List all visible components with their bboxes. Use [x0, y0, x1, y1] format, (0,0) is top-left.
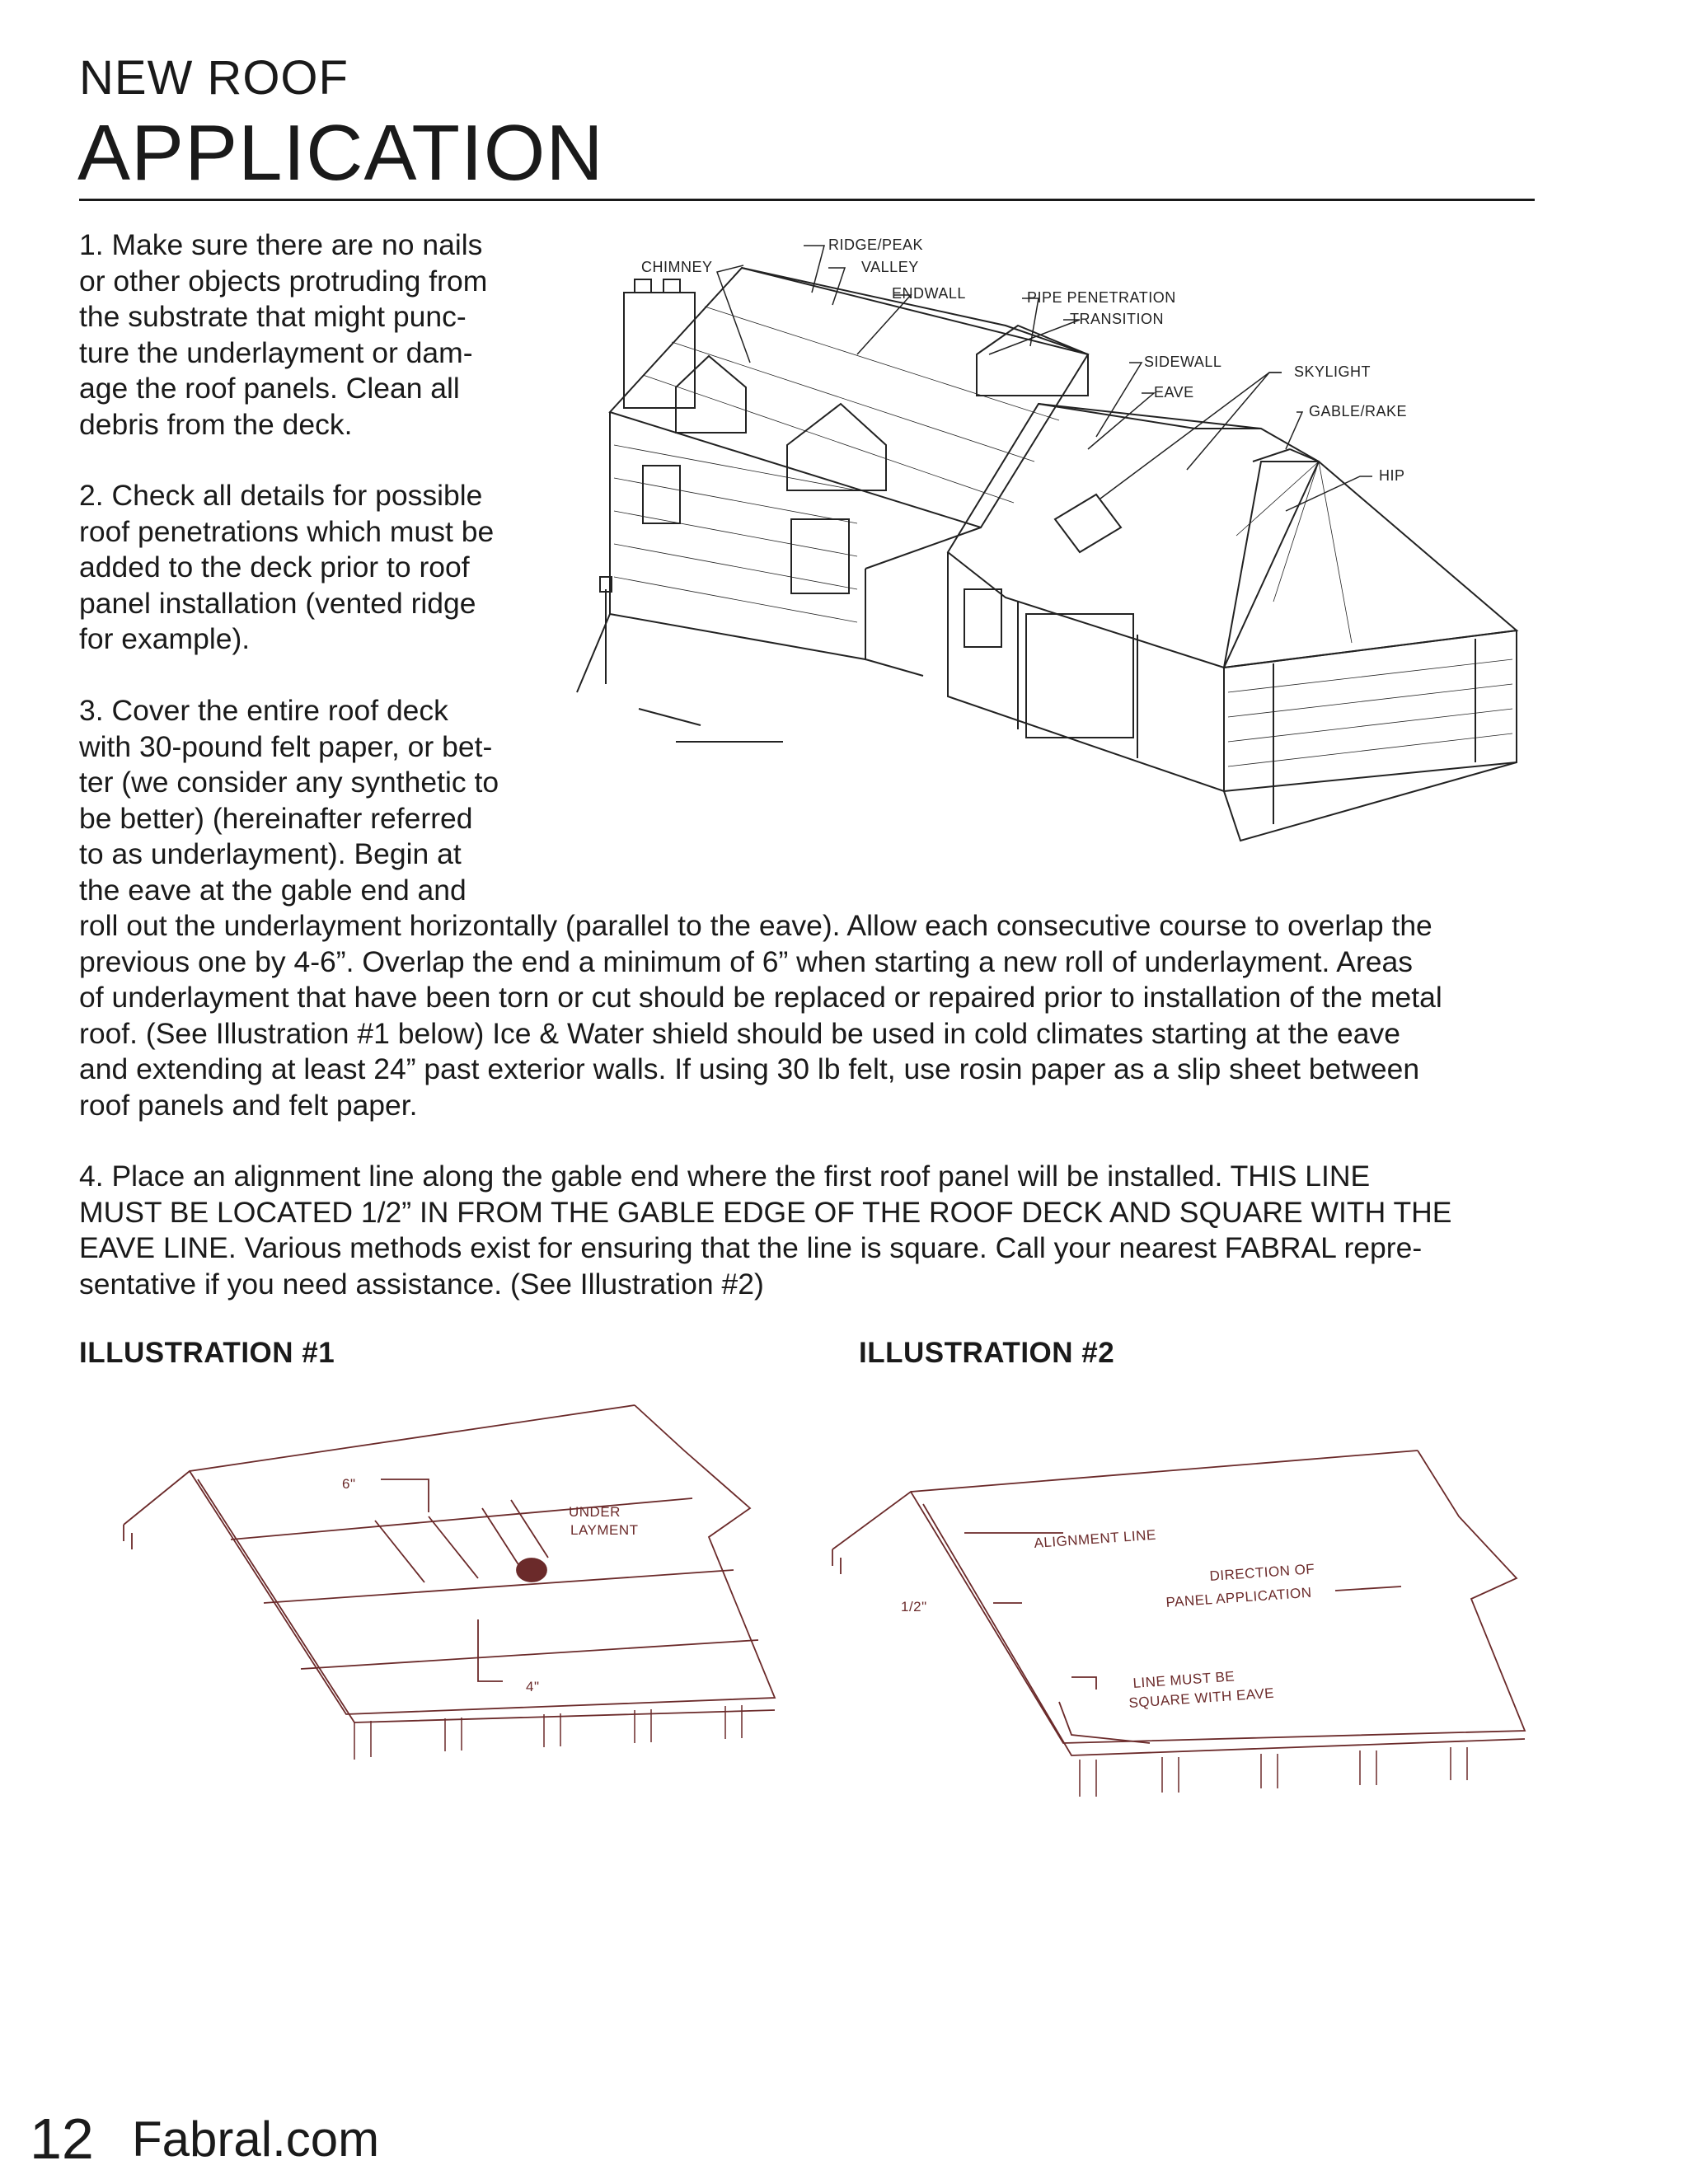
layment-label: LAYMENT: [570, 1522, 639, 1538]
text-line: previous one by 4-6”. Overlap the end a minimum of 6” when starting a new roll of underlayment. Areas: [79, 944, 1414, 978]
text-line: 3. Cover the entire roof deck: [79, 694, 448, 727]
text-line: roof. (See Illustration #1 below) Ice & Water shield should be used in cold climates starting at the eave: [79, 1016, 1400, 1050]
illustration-2-label: ILLUSTRATION #2: [859, 1337, 1115, 1369]
under-label: UNDER: [569, 1504, 621, 1520]
label-gable-rake: GABLE/RAKE: [1309, 403, 1408, 419]
step-2-paragraph: [79, 478, 541, 658]
text-line: the eave at the gable end and: [79, 873, 467, 907]
text-line: and extending at least 24” past exterior walls. If using 30 lb felt, use rosin paper as a slip sheet between: [79, 1052, 1420, 1085]
label-eave: EAVE: [1154, 384, 1194, 401]
illustration-2-labels: [901, 1527, 1315, 1711]
house-roof-diagram: [569, 223, 1533, 882]
text-line: ture the underlayment or dam-: [79, 335, 473, 369]
page-number: 12: [30, 2107, 94, 2171]
title-divider: [79, 199, 1535, 201]
text-line: ter (we consider any synthetic to: [79, 766, 499, 799]
text-line: age the roof panels. Clean all: [79, 372, 460, 405]
text-line: roof penetrations which must be: [79, 514, 495, 548]
label-transition: TRANSITION: [1070, 311, 1165, 327]
text-line: 4. Place an alignment line along the gable end where the first roof panel will be installed. THIS LINE: [79, 1160, 1371, 1193]
text-line: of underlayment that have been torn or cut should be replaced or repaired prior to installation of the metal: [79, 981, 1442, 1014]
label-skylight: SKYLIGHT: [1294, 363, 1372, 380]
dormer-left: [676, 356, 746, 433]
text-line: or other objects protruding from: [79, 264, 488, 298]
text-line: 1. Make sure there are no nails: [79, 228, 483, 261]
square-with-eave-label: SQUARE WITH EAVE: [1128, 1685, 1275, 1711]
dim-half-label: 1/2": [901, 1599, 927, 1615]
page-title: APPLICATION: [77, 109, 604, 197]
text-line: sentative if you need assistance. (See Illustration #2): [79, 1267, 764, 1301]
label-ridge-peak: RIDGE/PEAK: [828, 237, 924, 253]
chimney-shape: [624, 293, 695, 408]
label-sidewall: SIDEWALL: [1144, 354, 1222, 370]
website-link[interactable]: Fabral.com: [132, 2111, 380, 2167]
text-line: for example).: [79, 622, 251, 655]
dormer-right: [787, 404, 886, 490]
panel-application-label: PANEL APPLICATION: [1165, 1584, 1313, 1610]
direction-of-label: DIRECTION OF: [1208, 1561, 1315, 1584]
section-subtitle: NEW ROOF: [79, 51, 349, 105]
text-line: roof panels and felt paper.: [79, 1088, 418, 1122]
chimney-leader: [717, 265, 750, 363]
illustration-1-drawing: [115, 1393, 799, 1780]
line-must-be-label: LINE MUST BE: [1132, 1668, 1236, 1691]
text-line: debris from the deck.: [79, 407, 353, 441]
text-line: MUST BE LOCATED 1/2” IN FROM THE GABLE EDGE OF THE ROOF DECK AND SQUARE WITH THE: [79, 1195, 1452, 1229]
label-chimney: CHIMNEY: [641, 259, 713, 275]
illustration-1-label: ILLUSTRATION #1: [79, 1337, 335, 1369]
text-line: the substrate that might punc-: [79, 300, 467, 333]
text-line: roll out the underlayment horizontally (parallel to the eave). Allow each consecutive course to overlap the: [79, 909, 1432, 942]
label-hip: HIP: [1379, 467, 1405, 484]
text-line: be better) (hereinafter referred: [79, 801, 473, 835]
alignment-line-label: ALIGNMENT LINE: [1033, 1526, 1157, 1551]
step-1-paragraph: [79, 227, 541, 443]
dim-4-label: 4": [526, 1679, 540, 1694]
illustration-1-labels: [342, 1476, 639, 1694]
skylight-shape: [1055, 494, 1121, 552]
dim-6-label: 6": [342, 1476, 356, 1492]
text-line: 2. Check all details for possible: [79, 479, 483, 512]
text-line: panel installation (vented ridge: [79, 586, 476, 620]
text-line: with 30-pound felt paper, or bet-: [79, 729, 493, 763]
illustration-2-drawing: [824, 1418, 1533, 1813]
text-line: to as underlayment). Begin at: [79, 837, 462, 870]
text-line: EAVE LINE. Various methods exist for ensuring that the line is square. Call your nearest FABRAL repre-: [79, 1231, 1423, 1264]
label-valley: VALLEY: [861, 259, 919, 275]
step-4-paragraph: [79, 1159, 1546, 1302]
label-endwall: ENDWALL: [892, 285, 966, 302]
label-pipe-penetration: PIPE PENETRATION: [1027, 289, 1176, 306]
text-line: added to the deck prior to roof: [79, 551, 470, 583]
